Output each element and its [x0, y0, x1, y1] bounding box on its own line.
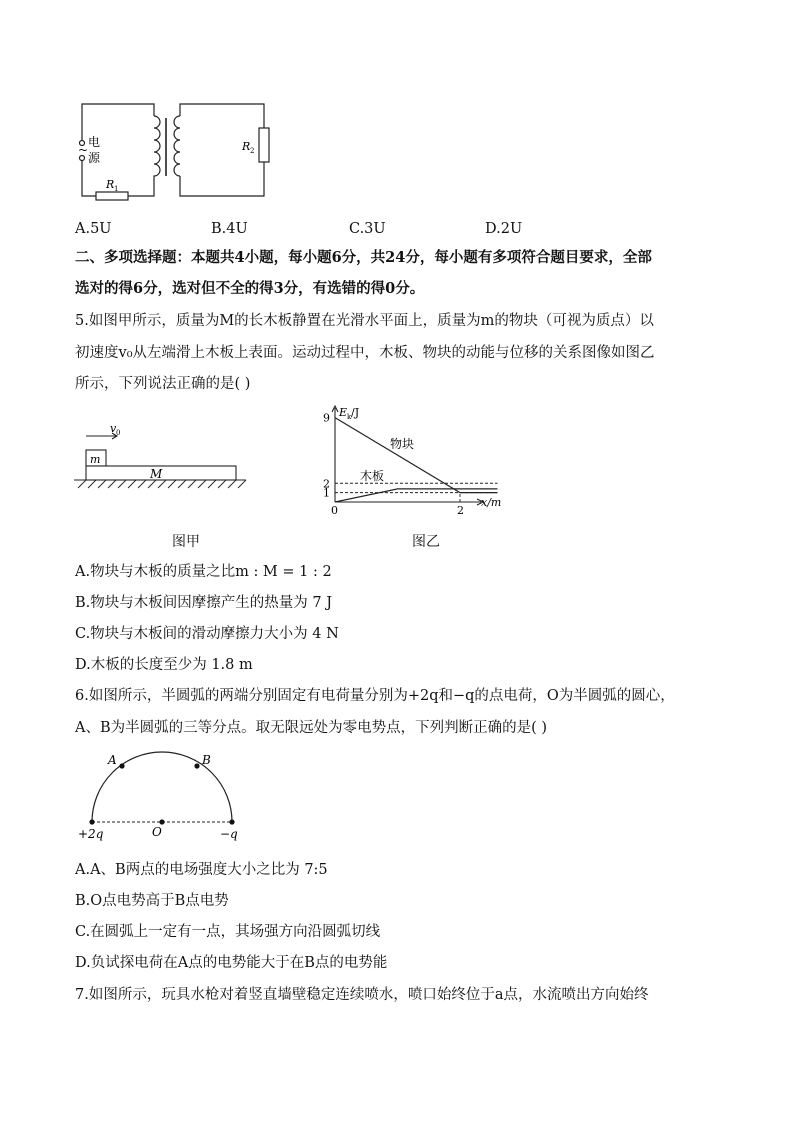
secondary-coil	[174, 116, 180, 176]
q5-option-d: D.木板的长度至少为 1.8 m	[75, 657, 253, 673]
point-b-dot	[194, 763, 199, 768]
q4-option-a: A.5U	[75, 221, 112, 237]
left-charge-label: +2q	[78, 827, 104, 841]
q4-option-c: C.3U	[349, 221, 386, 237]
q6-option-d: D.负试探电荷在A点的电势能大于在B点的电势能	[75, 955, 388, 971]
center-dot	[159, 819, 164, 824]
y-axis-subscript: k	[347, 413, 352, 421]
r1-label: R	[106, 178, 115, 191]
right-charge-label: −q	[220, 827, 238, 841]
y-tick-label-9: 9	[323, 411, 330, 425]
resistor-r2	[259, 128, 269, 162]
q5-stem-line2: 初速度v₀从左端滑上木板上表面。运动过程中，木板、物块的动能与位移的关系图像如图乙	[75, 345, 655, 361]
q5-figure-b-chart	[305, 402, 515, 520]
section-heading-line1: 二、多项选择题：本题共4小题，每小题6分，共24分，每小题有多项符合题目要求，全部	[75, 249, 652, 266]
x-axis-label: x/m	[481, 496, 502, 509]
point-a-label: A	[108, 753, 117, 767]
ac-symbol: ~	[78, 143, 89, 157]
source-label-1: 电	[88, 135, 101, 149]
origin-label: 0	[331, 504, 338, 517]
ground-hatching	[78, 480, 246, 488]
velocity-label: v	[110, 422, 117, 435]
q5-figure-a	[70, 418, 250, 498]
block-curve-label: 物块	[390, 437, 415, 451]
board-curve-label: 木板	[360, 469, 385, 483]
y-tick-label-2: 2	[323, 477, 330, 491]
y-tick-label-1: 1	[323, 486, 330, 500]
block-label: m	[90, 453, 101, 466]
series-line-board	[335, 489, 498, 502]
q6-option-b: B.O点电势高于B点电势	[75, 893, 229, 909]
q7-stem-line1: 7.如图所示，玩具水枪对着竖直墙壁稳定连续喷水，喷口始终位于a点，水流喷出方向始终	[75, 987, 649, 1003]
q6-stem-line1: 6.如图所示，半圆弧的两端分别固定有电荷量分别为+2q和−q的点电荷，O为半圆弧的圆心，	[75, 688, 675, 704]
q6-semicircle-diagram	[72, 750, 252, 845]
point-a-dot	[119, 763, 124, 768]
y-axis-unit: /J	[351, 406, 360, 419]
q4-option-d: D.2U	[485, 221, 523, 237]
source-label-2: 源	[88, 151, 101, 165]
y-axis-label: E	[339, 406, 348, 419]
center-label: O	[152, 825, 162, 839]
q5-figure-a-caption: 图甲	[172, 534, 200, 550]
point-b-label: B	[202, 753, 211, 767]
x-tick-label-2: 2	[457, 504, 464, 517]
r2-label: R	[242, 140, 251, 153]
board-label: M	[150, 467, 163, 481]
q6-stem-line2: A、B为半圆弧的三等分点。取无限远处为零电势点，下列判断正确的是( )	[75, 720, 548, 736]
q6-option-a: A.A、B两点的电场强度大小之比为 7:5	[75, 862, 328, 878]
left-charge-dot	[89, 819, 94, 824]
primary-coil	[154, 116, 160, 180]
r2-subscript: 2	[250, 147, 255, 155]
q5-option-a: A.物块与木板的质量之比m : M = 1 : 2	[75, 564, 332, 580]
q4-option-b: B.4U	[211, 221, 248, 237]
velocity-subscript: 0	[116, 429, 121, 437]
q6-option-c: C.在圆弧上一定有一点，其场强方向沿圆弧切线	[75, 924, 381, 940]
transformer-circuit-diagram	[68, 96, 278, 208]
q5-figure-b-caption: 图乙	[412, 534, 440, 550]
q5-option-b: B.物块与木板间因摩擦产生的热量为 7 J	[75, 595, 333, 611]
q5-option-c: C.物块与木板间的滑动摩擦力大小为 4 N	[75, 626, 339, 642]
r1-subscript: 1	[114, 185, 119, 193]
q5-stem-line3: 所示，下列说法正确的是( )	[75, 376, 251, 392]
resistor-r1	[96, 192, 128, 200]
section-heading-line2: 选对的得6分，选对但不全的得3分，有选错的得0分。	[75, 280, 425, 297]
right-charge-dot	[229, 819, 234, 824]
q5-stem-line1: 5.如图甲所示，质量为M的长木板静置在光滑水平面上，质量为m的物块（可视为质点）以	[75, 313, 654, 329]
